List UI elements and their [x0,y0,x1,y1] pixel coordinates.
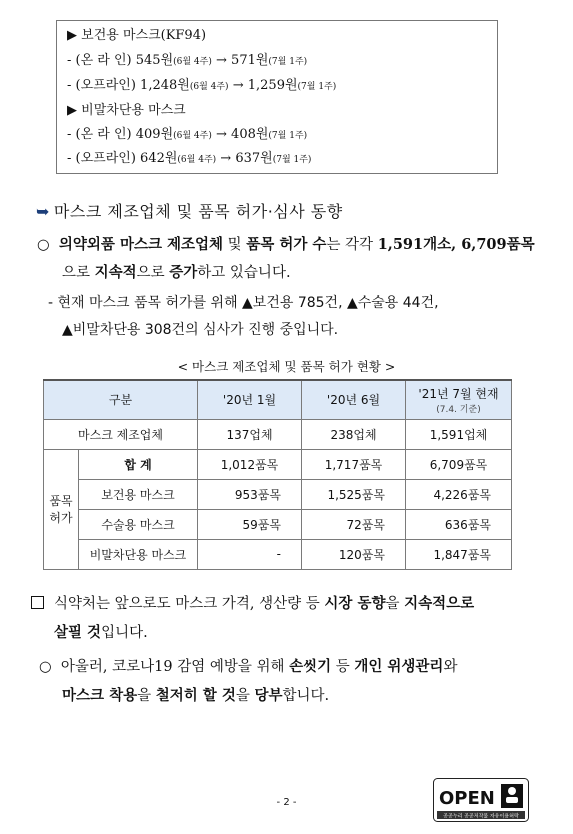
kogl-open-license-logo [433,778,529,822]
table-row: 보건용 마스크 953품목 1,525품목 4,226품목 [44,479,512,509]
svg-text:공공누리 공공저작물 자유이용허락: 공공누리 공공저작물 자유이용허락 [443,813,519,820]
table-row: 수술용 마스크 59품목 72품목 636품목 [44,509,512,539]
para1-line1: ○ 의약외품 마스크 제조업체 및 품목 허가 수는 각각 1,591개소, 6,709품목 [37,236,535,253]
para3-line2: 살필 것입니다. [54,624,148,641]
health-offline-price: - (오프라인) 1,248원(6월 4주) → 1,259원(7월 1주) [67,78,337,93]
para4-line1: ○ 아울러, 코로나19 감염 예방을 위해 손씻기 등 개인 위생관리와 [39,658,458,675]
mask-permit-table [43,379,512,570]
table-caption: < 마스크 제조업체 및 품목 허가 현황 > [177,359,396,374]
section-arrow-icon: ➥ [36,202,50,221]
table-row: 마스크 제조업체 137업체 238업체 1,591업체 [44,419,512,449]
page-number: - 2 - [276,797,297,808]
header-2020-jan: '20년 1월 [198,380,302,419]
circle-bullet-icon: ○ [37,237,50,253]
header-category: 구분 [44,380,198,419]
section-heading [36,199,343,222]
para4-line2: 마스크 착용을 철저히 할 것을 당부합니다. [62,687,330,704]
section-title: 마스크 제조업체 및 품목 허가·심사 동향 [53,202,343,221]
circle-bullet-icon: ○ [39,659,52,675]
group-label: 품목 허가 [44,449,79,569]
header-2020-jun: '20년 6월 [302,380,406,419]
table-header-row [44,380,512,419]
para2-line2: ▲비말차단용 308건의 심사가 진행 중입니다. [62,322,339,338]
table-row: 품목 허가 합 계 1,012품목 1,717품목 6,709품목 [44,449,512,479]
price-summary-box [56,20,498,174]
health-mask-title: ▶ 보건용 마스크(KF94) [67,28,207,43]
table-row: 비말차단용 마스크 - 120품목 1,847품목 [44,539,512,569]
para1-line2: 으로 지속적으로 증가하고 있습니다. [62,264,291,281]
para3-line1: 식약처는 앞으로도 마스크 가격, 생산량 등 시장 동향을 지속적으로 [31,594,474,614]
health-online-price: - (온 라 인) 545원(6월 4주) → 571원(7월 1주) [67,53,308,68]
square-bullet-icon [31,596,44,609]
droplet-online-price: - (온 라 인) 409원(6월 4주) → 408원(7월 1주) [67,127,308,142]
header-2021-jul: '21년 7월 현재 (7.4. 기준) [406,380,512,419]
para2-line1: - 현재 마스크 품목 허가를 위해 ▲보건용 785건, ▲수술용 44건, [48,295,439,311]
droplet-offline-price: - (오프라인) 642원(6월 4주) → 637원(7월 1주) [67,151,312,166]
svg-text:OPEN: OPEN [439,788,495,809]
droplet-mask-title: ▶ 비말차단용 마스크 [67,103,186,118]
